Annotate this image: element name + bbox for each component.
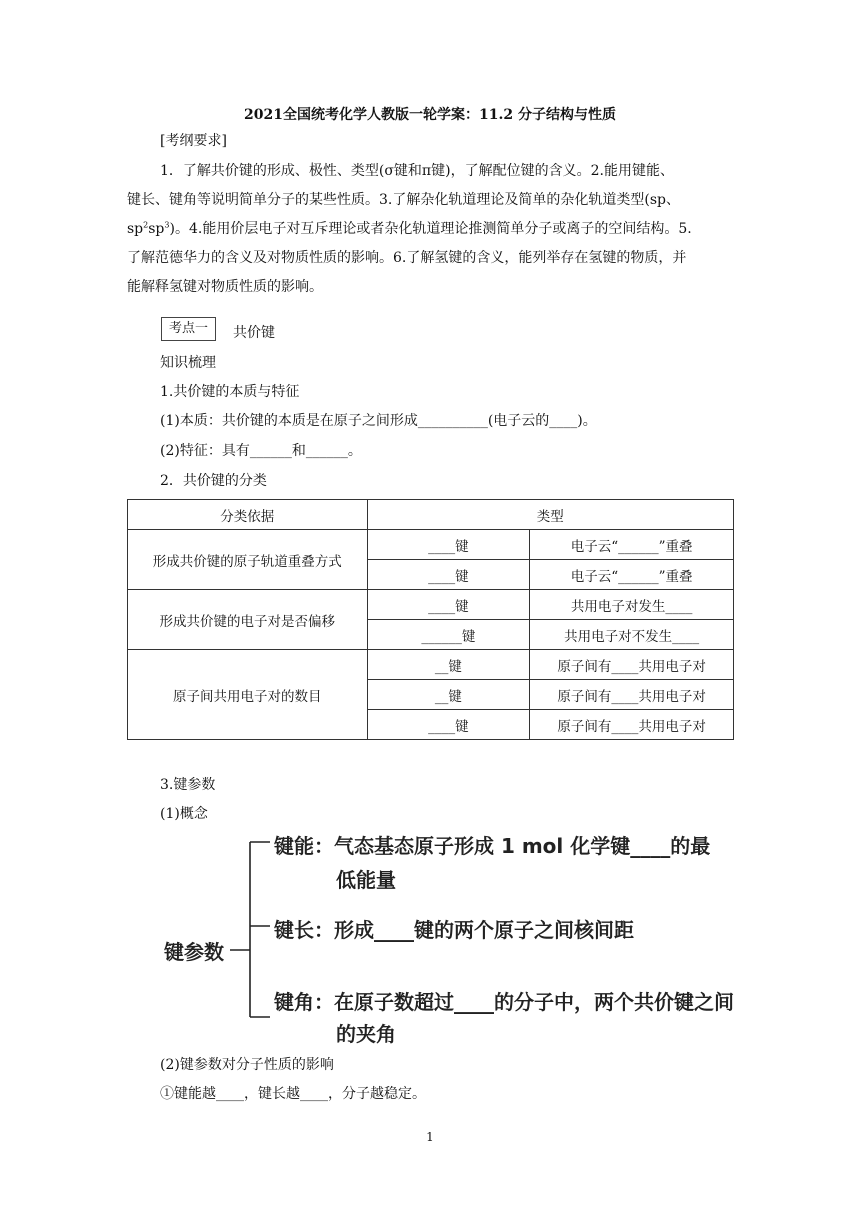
requirements-line-1: 1．了解共价键的形成、极性、类型(σ键和π键)，了解配位键的含义。2.能用键能、 xyxy=(160,163,674,179)
bond-angle-line-1: 键角：在原子数超过____的分子中，两个共价键之间 xyxy=(274,990,734,1014)
type-cell: ______键 xyxy=(367,620,530,650)
type-cell: __键 xyxy=(367,680,530,710)
bond-angle-line-2: 的夹角 xyxy=(336,1022,396,1046)
requirements-line-3-part-b: sp xyxy=(148,221,165,237)
type-cell: ____键 xyxy=(367,590,530,620)
desc-cell: 共用电子对发生____ xyxy=(530,590,734,620)
table-row xyxy=(128,530,734,560)
bond-length-line: 键长：形成____键的两个原子之间核间距 xyxy=(274,918,634,942)
desc-cell: 原子间有____共用电子对 xyxy=(530,650,734,680)
requirements-line-4: 了解范德华力的含义及对物质性质的影响。6.了解氢键的含义，能列举存在氢键的物质，并 xyxy=(127,250,687,266)
desc-cell: 共用电子对不发生____ xyxy=(530,620,734,650)
kaodian-box: 考点一 xyxy=(161,317,216,341)
bond-energy-line-1: 键能：气态基态原子形成 1 mol 化学键____的最 xyxy=(274,834,711,858)
requirements-line-2: 键长、键角等说明简单分子的某些性质。3.了解杂化轨道理论及简单的杂化轨道类型(sp、 xyxy=(127,192,680,208)
type-cell: __键 xyxy=(367,650,530,680)
zhishi-heading: 知识梳理 xyxy=(160,355,216,371)
section-1-item-2: (2)特征：具有______和______。 xyxy=(160,443,362,459)
superscript-3: 3 xyxy=(164,220,170,230)
basis-cell: 形成共价键的原子轨道重叠方式 xyxy=(128,530,368,590)
type-cell: ____键 xyxy=(367,530,530,560)
requirements-heading: [考纲要求] xyxy=(160,133,227,149)
desc-cell: 原子间有____共用电子对 xyxy=(530,680,734,710)
section-1-heading: 1.共价键的本质与特征 xyxy=(160,384,300,400)
section-3b-heading: (2)键参数对分子性质的影响 xyxy=(160,1057,334,1073)
requirements-line-3 xyxy=(127,216,692,242)
section-2-heading: 2．共价键的分类 xyxy=(160,473,267,489)
table-header-row xyxy=(128,500,734,530)
section-1-item-1: (1)本质：共价键的本质是在原子之间形成__________(电子云的____)。 xyxy=(160,413,597,429)
requirements-line-5: 能解释氢键对物质性质的影响。 xyxy=(127,279,323,295)
section-3-heading: 3.键参数 xyxy=(160,777,216,793)
desc-cell: 电子云“______”重叠 xyxy=(530,560,734,590)
diagram-root: 键参数 xyxy=(164,940,224,964)
basis-cell: 形成共价键的电子对是否偏移 xyxy=(128,590,368,650)
bond-classification-table xyxy=(127,499,734,740)
section-3-concept: (1)概念 xyxy=(160,806,208,822)
table-row xyxy=(128,650,734,680)
desc-cell: 原子间有____共用电子对 xyxy=(530,710,734,740)
requirements-line-3-part-a: sp xyxy=(127,221,144,237)
requirements-line-3-part-c: )。4.能用价层电子对互斥理论或者杂化轨道理论推测简单分子或离子的空间结构。5. xyxy=(169,221,692,237)
bond-energy-line-2: 低能量 xyxy=(336,868,396,892)
desc-cell: 电子云“______”重叠 xyxy=(530,530,734,560)
header-cell: 分类依据 xyxy=(128,500,368,530)
document-title: 2021全国统考化学人教版一轮学案：11.2 分子结构与性质 xyxy=(244,107,616,123)
type-cell: ____键 xyxy=(367,560,530,590)
basis-cell: 原子间共用电子对的数目 xyxy=(128,650,368,740)
section-3b-item-1: ①键能越____，键长越____，分子越稳定。 xyxy=(160,1086,426,1102)
table-row xyxy=(128,590,734,620)
type-cell: ____键 xyxy=(367,710,530,740)
kaodian-name: 共价键 xyxy=(233,325,275,341)
header-cell: 类型 xyxy=(367,500,733,530)
superscript-2: 2 xyxy=(143,220,149,230)
page-number: 1 xyxy=(426,1130,434,1144)
bond-parameters-diagram xyxy=(160,828,780,1044)
